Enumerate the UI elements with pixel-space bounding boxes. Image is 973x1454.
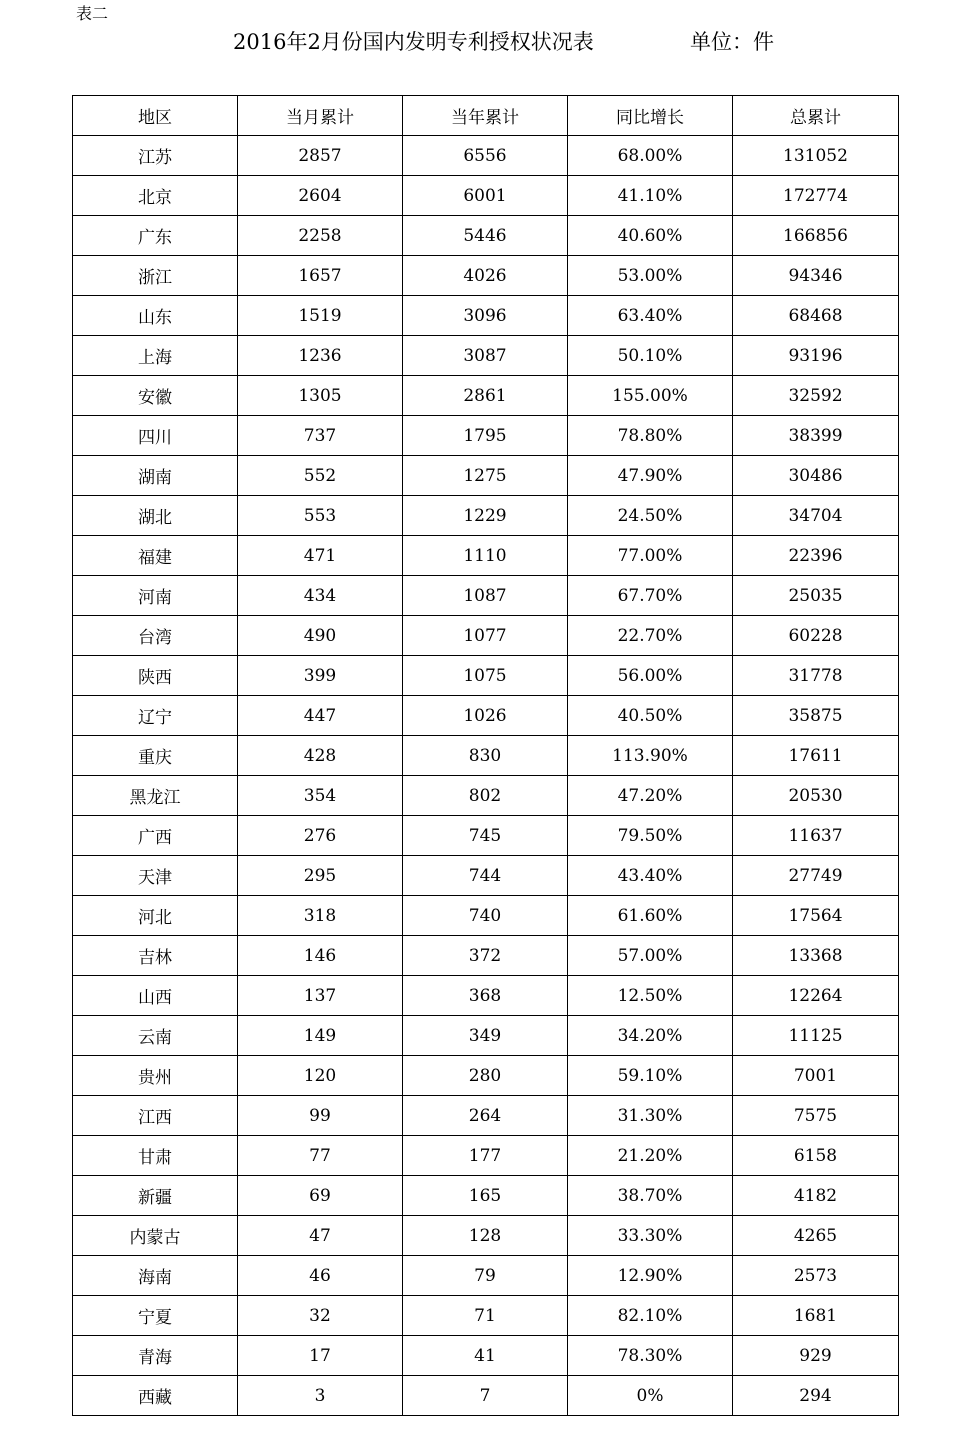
region-cell: 陕西 <box>73 656 238 696</box>
year-total-cell: 1077 <box>403 616 568 656</box>
year-total-cell: 802 <box>403 776 568 816</box>
year-total-cell: 165 <box>403 1176 568 1216</box>
region-cell: 重庆 <box>73 736 238 776</box>
year-total-cell: 280 <box>403 1056 568 1096</box>
yoy-growth-cell: 0% <box>568 1376 733 1416</box>
grand-total-cell: 32592 <box>733 376 899 416</box>
year-total-cell: 830 <box>403 736 568 776</box>
region-cell: 天津 <box>73 856 238 896</box>
grand-total-cell: 11125 <box>733 1016 899 1056</box>
table-row <box>73 456 899 496</box>
grand-total-cell: 35875 <box>733 696 899 736</box>
grand-total-cell: 17611 <box>733 736 899 776</box>
table-row <box>73 576 899 616</box>
month-total-cell: 46 <box>238 1256 403 1296</box>
month-total-cell: 490 <box>238 616 403 656</box>
region-cell: 湖北 <box>73 496 238 536</box>
table-row <box>73 1176 899 1216</box>
grand-total-cell: 4182 <box>733 1176 899 1216</box>
yoy-growth-cell: 40.50% <box>568 696 733 736</box>
yoy-growth-cell: 63.40% <box>568 296 733 336</box>
region-cell: 内蒙古 <box>73 1216 238 1256</box>
year-total-cell: 740 <box>403 896 568 936</box>
region-cell: 浙江 <box>73 256 238 296</box>
grand-total-cell: 11637 <box>733 816 899 856</box>
table-row <box>73 856 899 896</box>
year-total-cell: 5446 <box>403 216 568 256</box>
grand-total-cell: 131052 <box>733 136 899 176</box>
page-title: 2016年2月份国内发明专利授权状况表 <box>233 30 594 54</box>
yoy-growth-cell: 78.80% <box>568 416 733 456</box>
yoy-growth-cell: 67.70% <box>568 576 733 616</box>
region-cell: 广东 <box>73 216 238 256</box>
month-total-cell: 295 <box>238 856 403 896</box>
region-cell: 云南 <box>73 1016 238 1056</box>
column-header-yoy-growth: 同比增长 <box>568 96 733 136</box>
table-row <box>73 656 899 696</box>
region-cell: 广西 <box>73 816 238 856</box>
column-header-region: 地区 <box>73 96 238 136</box>
yoy-growth-cell: 41.10% <box>568 176 733 216</box>
region-cell: 贵州 <box>73 1056 238 1096</box>
grand-total-cell: 166856 <box>733 216 899 256</box>
month-total-cell: 3 <box>238 1376 403 1416</box>
year-total-cell: 1110 <box>403 536 568 576</box>
month-total-cell: 137 <box>238 976 403 1016</box>
yoy-growth-cell: 34.20% <box>568 1016 733 1056</box>
month-total-cell: 552 <box>238 456 403 496</box>
month-total-cell: 447 <box>238 696 403 736</box>
yoy-growth-cell: 68.00% <box>568 136 733 176</box>
table-row <box>73 736 899 776</box>
month-total-cell: 1305 <box>238 376 403 416</box>
region-cell: 上海 <box>73 336 238 376</box>
table-row <box>73 896 899 936</box>
grand-total-cell: 1681 <box>733 1296 899 1336</box>
grand-total-cell: 17564 <box>733 896 899 936</box>
grand-total-cell: 7001 <box>733 1056 899 1096</box>
year-total-cell: 6556 <box>403 136 568 176</box>
yoy-growth-cell: 24.50% <box>568 496 733 536</box>
year-total-cell: 264 <box>403 1096 568 1136</box>
month-total-cell: 471 <box>238 536 403 576</box>
year-total-cell: 4026 <box>403 256 568 296</box>
grand-total-cell: 68468 <box>733 296 899 336</box>
yoy-growth-cell: 53.00% <box>568 256 733 296</box>
year-total-cell: 1795 <box>403 416 568 456</box>
yoy-growth-cell: 38.70% <box>568 1176 733 1216</box>
column-header-grand-total: 总累计 <box>733 96 899 136</box>
month-total-cell: 737 <box>238 416 403 456</box>
year-total-cell: 1087 <box>403 576 568 616</box>
year-total-cell: 71 <box>403 1296 568 1336</box>
month-total-cell: 1657 <box>238 256 403 296</box>
table-row <box>73 416 899 456</box>
table-row <box>73 816 899 856</box>
year-total-cell: 745 <box>403 816 568 856</box>
yoy-growth-cell: 50.10% <box>568 336 733 376</box>
yoy-growth-cell: 33.30% <box>568 1216 733 1256</box>
grand-total-cell: 12264 <box>733 976 899 1016</box>
grand-total-cell: 4265 <box>733 1216 899 1256</box>
year-total-cell: 3087 <box>403 336 568 376</box>
region-cell: 台湾 <box>73 616 238 656</box>
grand-total-cell: 93196 <box>733 336 899 376</box>
region-cell: 甘肃 <box>73 1136 238 1176</box>
year-total-cell: 1229 <box>403 496 568 536</box>
table-row <box>73 336 899 376</box>
year-total-cell: 6001 <box>403 176 568 216</box>
table-row <box>73 616 899 656</box>
table-row <box>73 1016 899 1056</box>
region-cell: 吉林 <box>73 936 238 976</box>
yoy-growth-cell: 59.10% <box>568 1056 733 1096</box>
month-total-cell: 2258 <box>238 216 403 256</box>
region-cell: 宁夏 <box>73 1296 238 1336</box>
table-row <box>73 1296 899 1336</box>
region-cell: 四川 <box>73 416 238 456</box>
grand-total-cell: 25035 <box>733 576 899 616</box>
patent-grant-table <box>72 95 899 1416</box>
region-cell: 黑龙江 <box>73 776 238 816</box>
month-total-cell: 399 <box>238 656 403 696</box>
yoy-growth-cell: 12.90% <box>568 1256 733 1296</box>
year-total-cell: 368 <box>403 976 568 1016</box>
month-total-cell: 17 <box>238 1336 403 1376</box>
yoy-growth-cell: 47.90% <box>568 456 733 496</box>
grand-total-cell: 13368 <box>733 936 899 976</box>
year-total-cell: 349 <box>403 1016 568 1056</box>
region-cell: 山东 <box>73 296 238 336</box>
region-cell: 安徽 <box>73 376 238 416</box>
yoy-growth-cell: 113.90% <box>568 736 733 776</box>
yoy-growth-cell: 82.10% <box>568 1296 733 1336</box>
month-total-cell: 1236 <box>238 336 403 376</box>
grand-total-cell: 30486 <box>733 456 899 496</box>
yoy-growth-cell: 22.70% <box>568 616 733 656</box>
region-cell: 新疆 <box>73 1176 238 1216</box>
yoy-growth-cell: 56.00% <box>568 656 733 696</box>
month-total-cell: 32 <box>238 1296 403 1336</box>
table-label: 表二 <box>76 4 109 23</box>
yoy-growth-cell: 12.50% <box>568 976 733 1016</box>
grand-total-cell: 6158 <box>733 1136 899 1176</box>
month-total-cell: 553 <box>238 496 403 536</box>
region-cell: 江西 <box>73 1096 238 1136</box>
table-row <box>73 1096 899 1136</box>
unit-label: 单位：件 <box>690 30 774 54</box>
table-row <box>73 1056 899 1096</box>
region-cell: 西藏 <box>73 1376 238 1416</box>
month-total-cell: 149 <box>238 1016 403 1056</box>
month-total-cell: 99 <box>238 1096 403 1136</box>
yoy-growth-cell: 40.60% <box>568 216 733 256</box>
table-row <box>73 1136 899 1176</box>
table-row <box>73 776 899 816</box>
grand-total-cell: 294 <box>733 1376 899 1416</box>
grand-total-cell: 31778 <box>733 656 899 696</box>
month-total-cell: 69 <box>238 1176 403 1216</box>
grand-total-cell: 7575 <box>733 1096 899 1136</box>
table-row <box>73 296 899 336</box>
month-total-cell: 276 <box>238 816 403 856</box>
grand-total-cell: 34704 <box>733 496 899 536</box>
yoy-growth-cell: 57.00% <box>568 936 733 976</box>
yoy-growth-cell: 77.00% <box>568 536 733 576</box>
table-row <box>73 1376 899 1416</box>
yoy-growth-cell: 79.50% <box>568 816 733 856</box>
year-total-cell: 79 <box>403 1256 568 1296</box>
grand-total-cell: 27749 <box>733 856 899 896</box>
grand-total-cell: 22396 <box>733 536 899 576</box>
grand-total-cell: 60228 <box>733 616 899 656</box>
month-total-cell: 434 <box>238 576 403 616</box>
grand-total-cell: 929 <box>733 1336 899 1376</box>
grand-total-cell: 2573 <box>733 1256 899 1296</box>
month-total-cell: 146 <box>238 936 403 976</box>
column-header-month-total: 当月累计 <box>238 96 403 136</box>
month-total-cell: 47 <box>238 1216 403 1256</box>
region-cell: 青海 <box>73 1336 238 1376</box>
year-total-cell: 3096 <box>403 296 568 336</box>
yoy-growth-cell: 155.00% <box>568 376 733 416</box>
column-header-year-total: 当年累计 <box>403 96 568 136</box>
table-row <box>73 216 899 256</box>
table-row <box>73 1336 899 1376</box>
month-total-cell: 1519 <box>238 296 403 336</box>
region-cell: 山西 <box>73 976 238 1016</box>
year-total-cell: 372 <box>403 936 568 976</box>
table-row <box>73 496 899 536</box>
grand-total-cell: 94346 <box>733 256 899 296</box>
table-row <box>73 696 899 736</box>
month-total-cell: 428 <box>238 736 403 776</box>
table-row <box>73 376 899 416</box>
region-cell: 河北 <box>73 896 238 936</box>
month-total-cell: 354 <box>238 776 403 816</box>
table-header <box>73 96 899 136</box>
yoy-growth-cell: 47.20% <box>568 776 733 816</box>
table-row <box>73 136 899 176</box>
yoy-growth-cell: 21.20% <box>568 1136 733 1176</box>
year-total-cell: 177 <box>403 1136 568 1176</box>
yoy-growth-cell: 43.40% <box>568 856 733 896</box>
table-row <box>73 936 899 976</box>
month-total-cell: 318 <box>238 896 403 936</box>
region-cell: 福建 <box>73 536 238 576</box>
table-row <box>73 1256 899 1296</box>
grand-total-cell: 20530 <box>733 776 899 816</box>
table-row <box>73 176 899 216</box>
year-total-cell: 2861 <box>403 376 568 416</box>
yoy-growth-cell: 78.30% <box>568 1336 733 1376</box>
month-total-cell: 2857 <box>238 136 403 176</box>
year-total-cell: 7 <box>403 1376 568 1416</box>
year-total-cell: 1026 <box>403 696 568 736</box>
table-row <box>73 976 899 1016</box>
title-line <box>0 28 973 56</box>
region-cell: 海南 <box>73 1256 238 1296</box>
table-row <box>73 1216 899 1256</box>
yoy-growth-cell: 61.60% <box>568 896 733 936</box>
year-total-cell: 1275 <box>403 456 568 496</box>
month-total-cell: 77 <box>238 1136 403 1176</box>
month-total-cell: 120 <box>238 1056 403 1096</box>
region-cell: 北京 <box>73 176 238 216</box>
year-total-cell: 1075 <box>403 656 568 696</box>
table-row <box>73 256 899 296</box>
grand-total-cell: 38399 <box>733 416 899 456</box>
year-total-cell: 744 <box>403 856 568 896</box>
year-total-cell: 41 <box>403 1336 568 1376</box>
year-total-cell: 128 <box>403 1216 568 1256</box>
table-row <box>73 536 899 576</box>
grand-total-cell: 172774 <box>733 176 899 216</box>
header-row <box>73 96 899 136</box>
yoy-growth-cell: 31.30% <box>568 1096 733 1136</box>
region-cell: 辽宁 <box>73 696 238 736</box>
table-body <box>73 136 899 1416</box>
region-cell: 江苏 <box>73 136 238 176</box>
month-total-cell: 2604 <box>238 176 403 216</box>
region-cell: 河南 <box>73 576 238 616</box>
region-cell: 湖南 <box>73 456 238 496</box>
